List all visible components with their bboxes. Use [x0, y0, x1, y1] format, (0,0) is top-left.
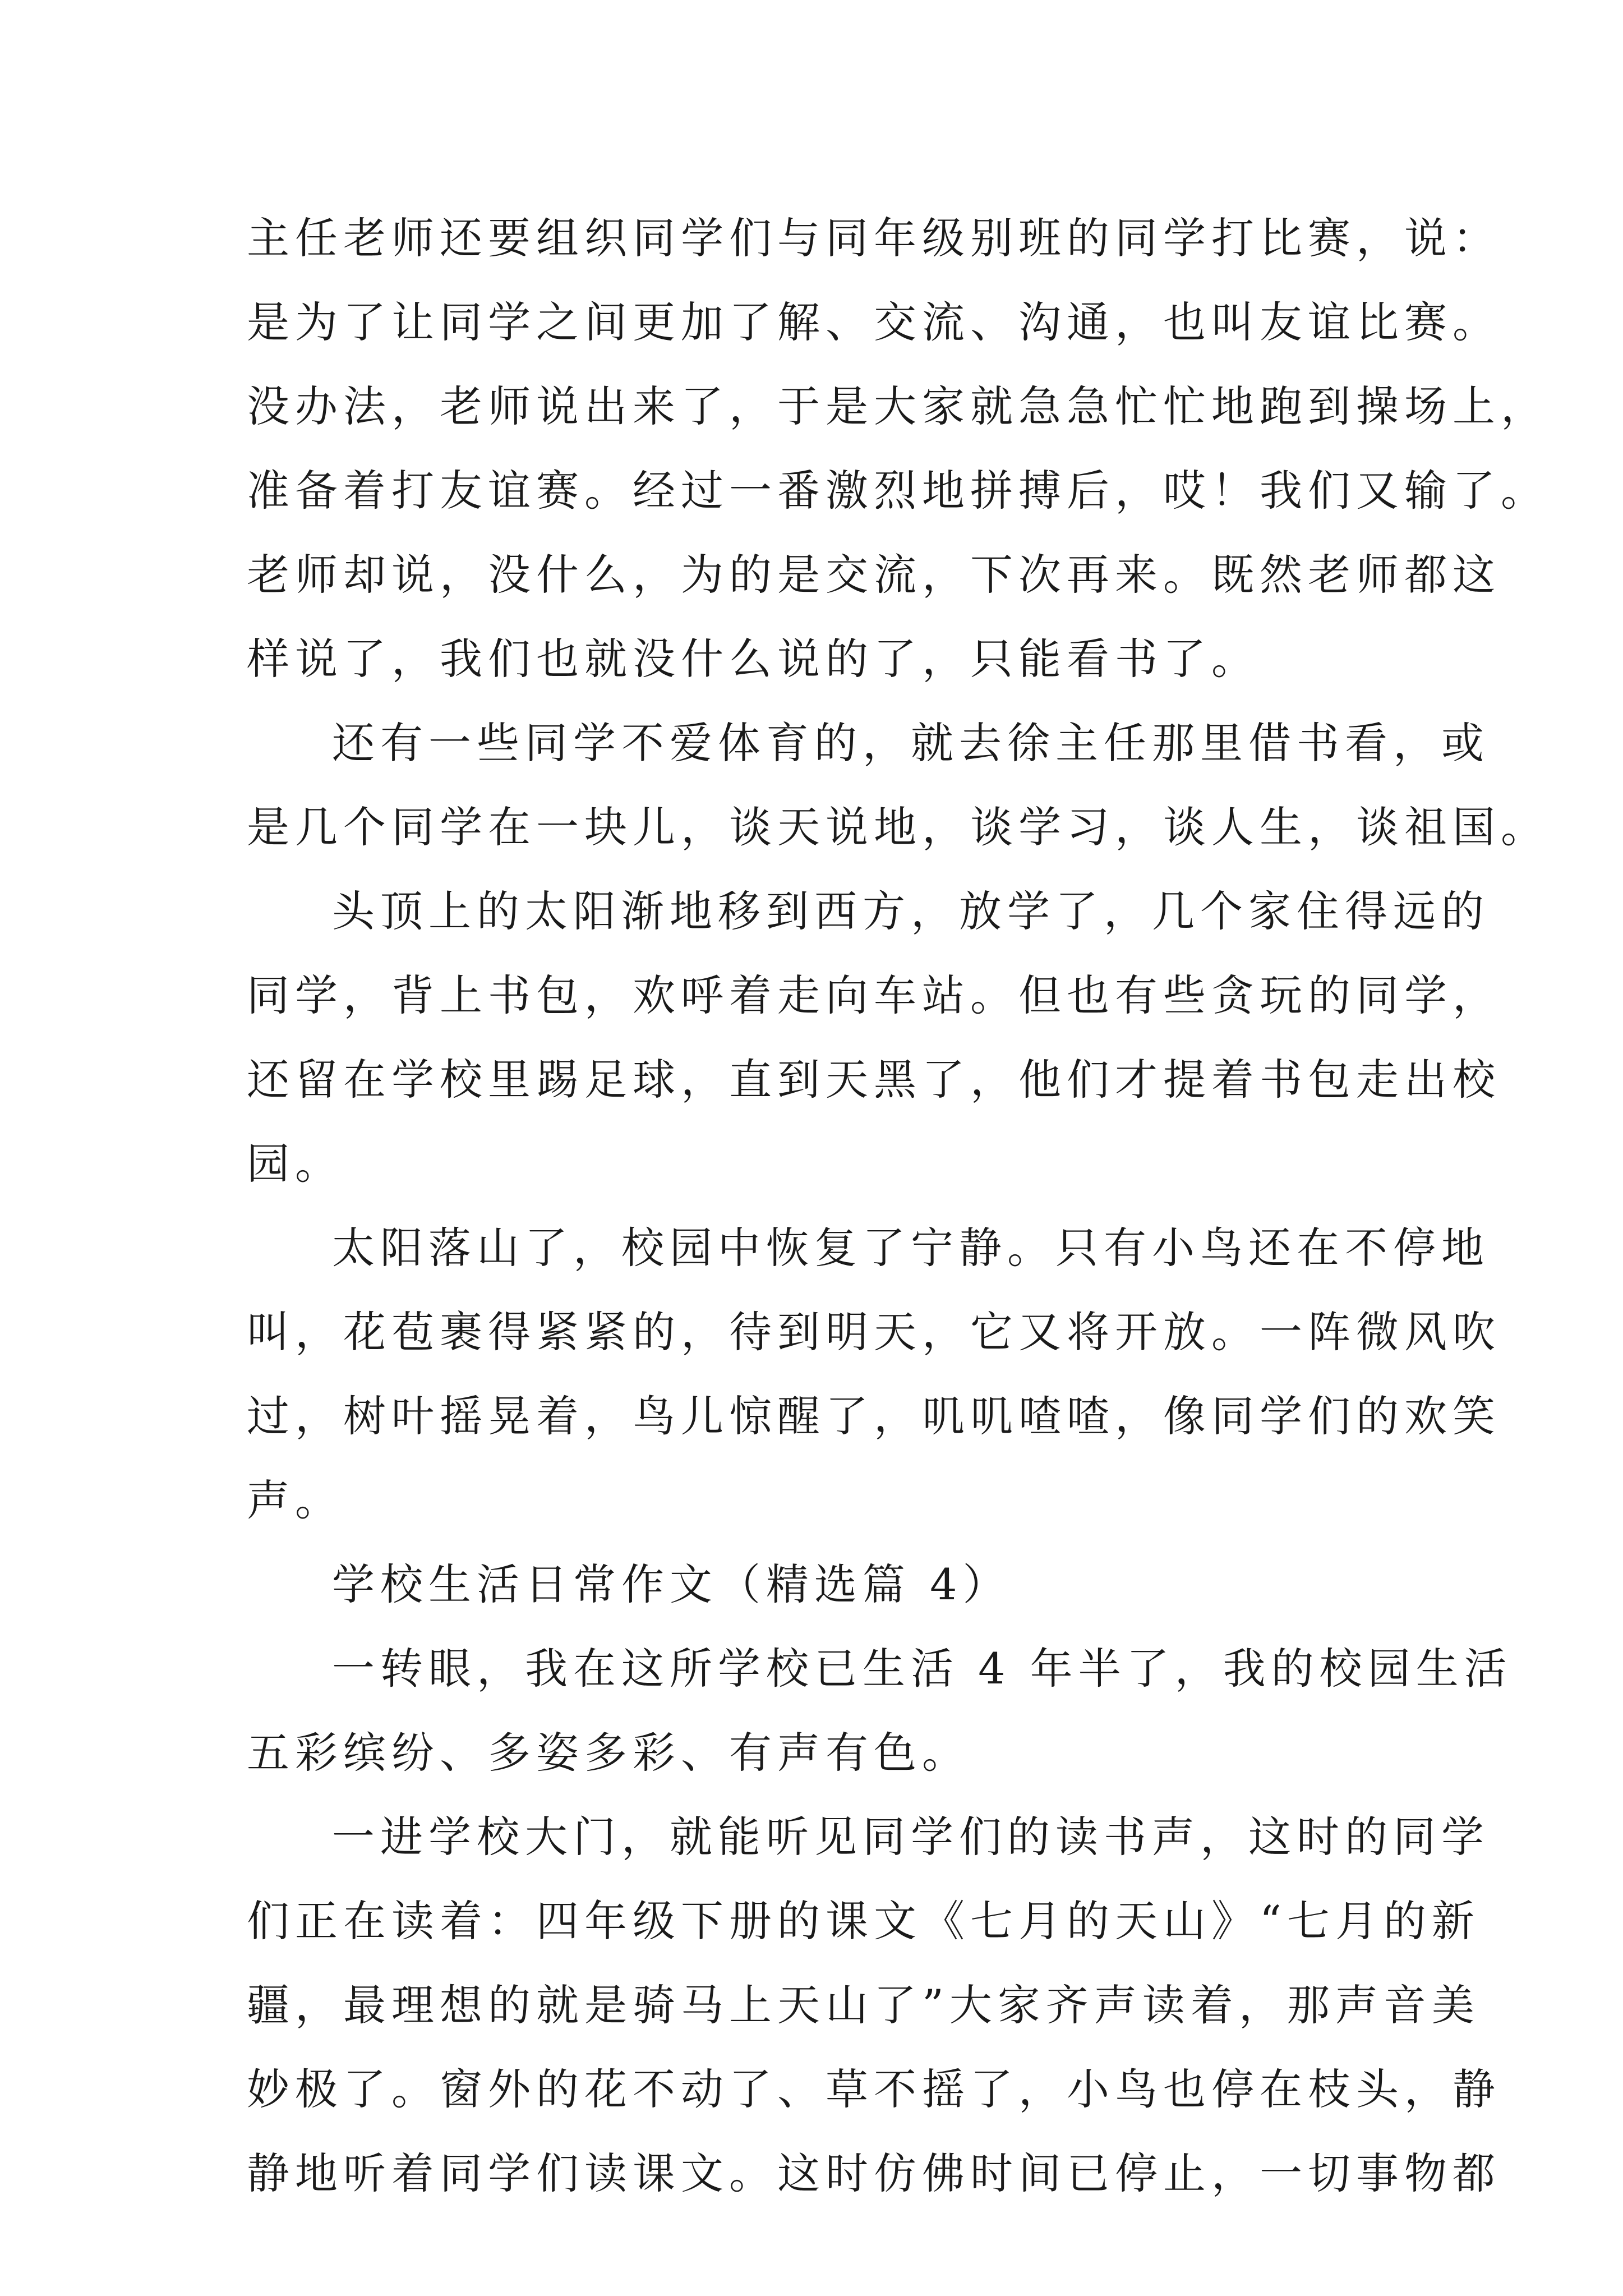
text-line: 同学，背上书包，欢呼着走向车站。但也有些贪玩的同学，: [247, 970, 1501, 1020]
text-line: 静地听着同学们读课文。这时仿佛时间已停止，一切事物都: [247, 2148, 1501, 2198]
text-line: 们正在读着：四年级下册的课文《七月的天山》“七月的新: [247, 1896, 1480, 1946]
text-line: 样说了，我们也就没什么说的了，只能看书了。: [247, 634, 1260, 684]
text-line: 是为了让同学之间更加了解、交流、沟通，也叫友谊比赛。: [247, 297, 1501, 347]
text-line: 园。: [247, 1139, 343, 1189]
text-line: 声。: [247, 1475, 343, 1525]
text-line: 是几个同学在一块儿，谈天说地，谈学习，谈人生，谈祖国。: [247, 802, 1549, 852]
text-line: 叫，花苞裹得紧紧的，待到明天，它又将开放。一阵微风吹: [247, 1307, 1501, 1357]
paragraph-start-line: 太阳落山了，校园中恢复了宁静。只有小鸟还在不停地: [332, 1223, 1490, 1273]
paragraph-start-line: 一进学校大门，就能听见同学们的读书声，这时的同学: [332, 1812, 1490, 1862]
text-line: 老师却说，没什么，为的是交流，下次再来。既然老师都这: [247, 550, 1501, 600]
paragraph-start-line: 还有一些同学不爱体育的，就去徐主任那里借书看，或: [332, 718, 1490, 768]
text-line: 妙极了。窗外的花不动了、草不摇了，小鸟也停在枝头，静: [247, 2064, 1501, 2114]
body-text: [247, 196, 1549, 2216]
text-line: 没办法，老师说出来了，于是大家就急急忙忙地跑到操场上，: [247, 381, 1549, 431]
paragraph-start-line: 一转眼，我在这所学校已生活 4 年半了，我的校园生活: [332, 1644, 1513, 1694]
section-heading: 学校生活日常作文（精选篇 4）: [332, 1559, 1011, 1609]
text-line: 过，树叶摇晃着，鸟儿惊醒了，叽叽喳喳，像同学们的欢笑: [247, 1391, 1501, 1441]
text-line: 准备着打友谊赛。经过一番激烈地拼搏后，哎！我们又输了。: [247, 466, 1549, 516]
text-line: 还留在学校里踢足球，直到天黑了，他们才提着书包走出校: [247, 1055, 1501, 1105]
text-line: 五彩缤纷、多姿多彩、有声有色。: [247, 1728, 970, 1778]
text-line: 主任老师还要组织同学们与同年级别班的同学打比赛，说：: [247, 213, 1501, 263]
paragraph-start-line: 头顶上的太阳渐地移到西方，放学了，几个家住得远的: [332, 886, 1490, 936]
text-line: 疆，最理想的就是骑马上天山了”大家齐声读着，那声音美: [247, 1980, 1480, 2030]
